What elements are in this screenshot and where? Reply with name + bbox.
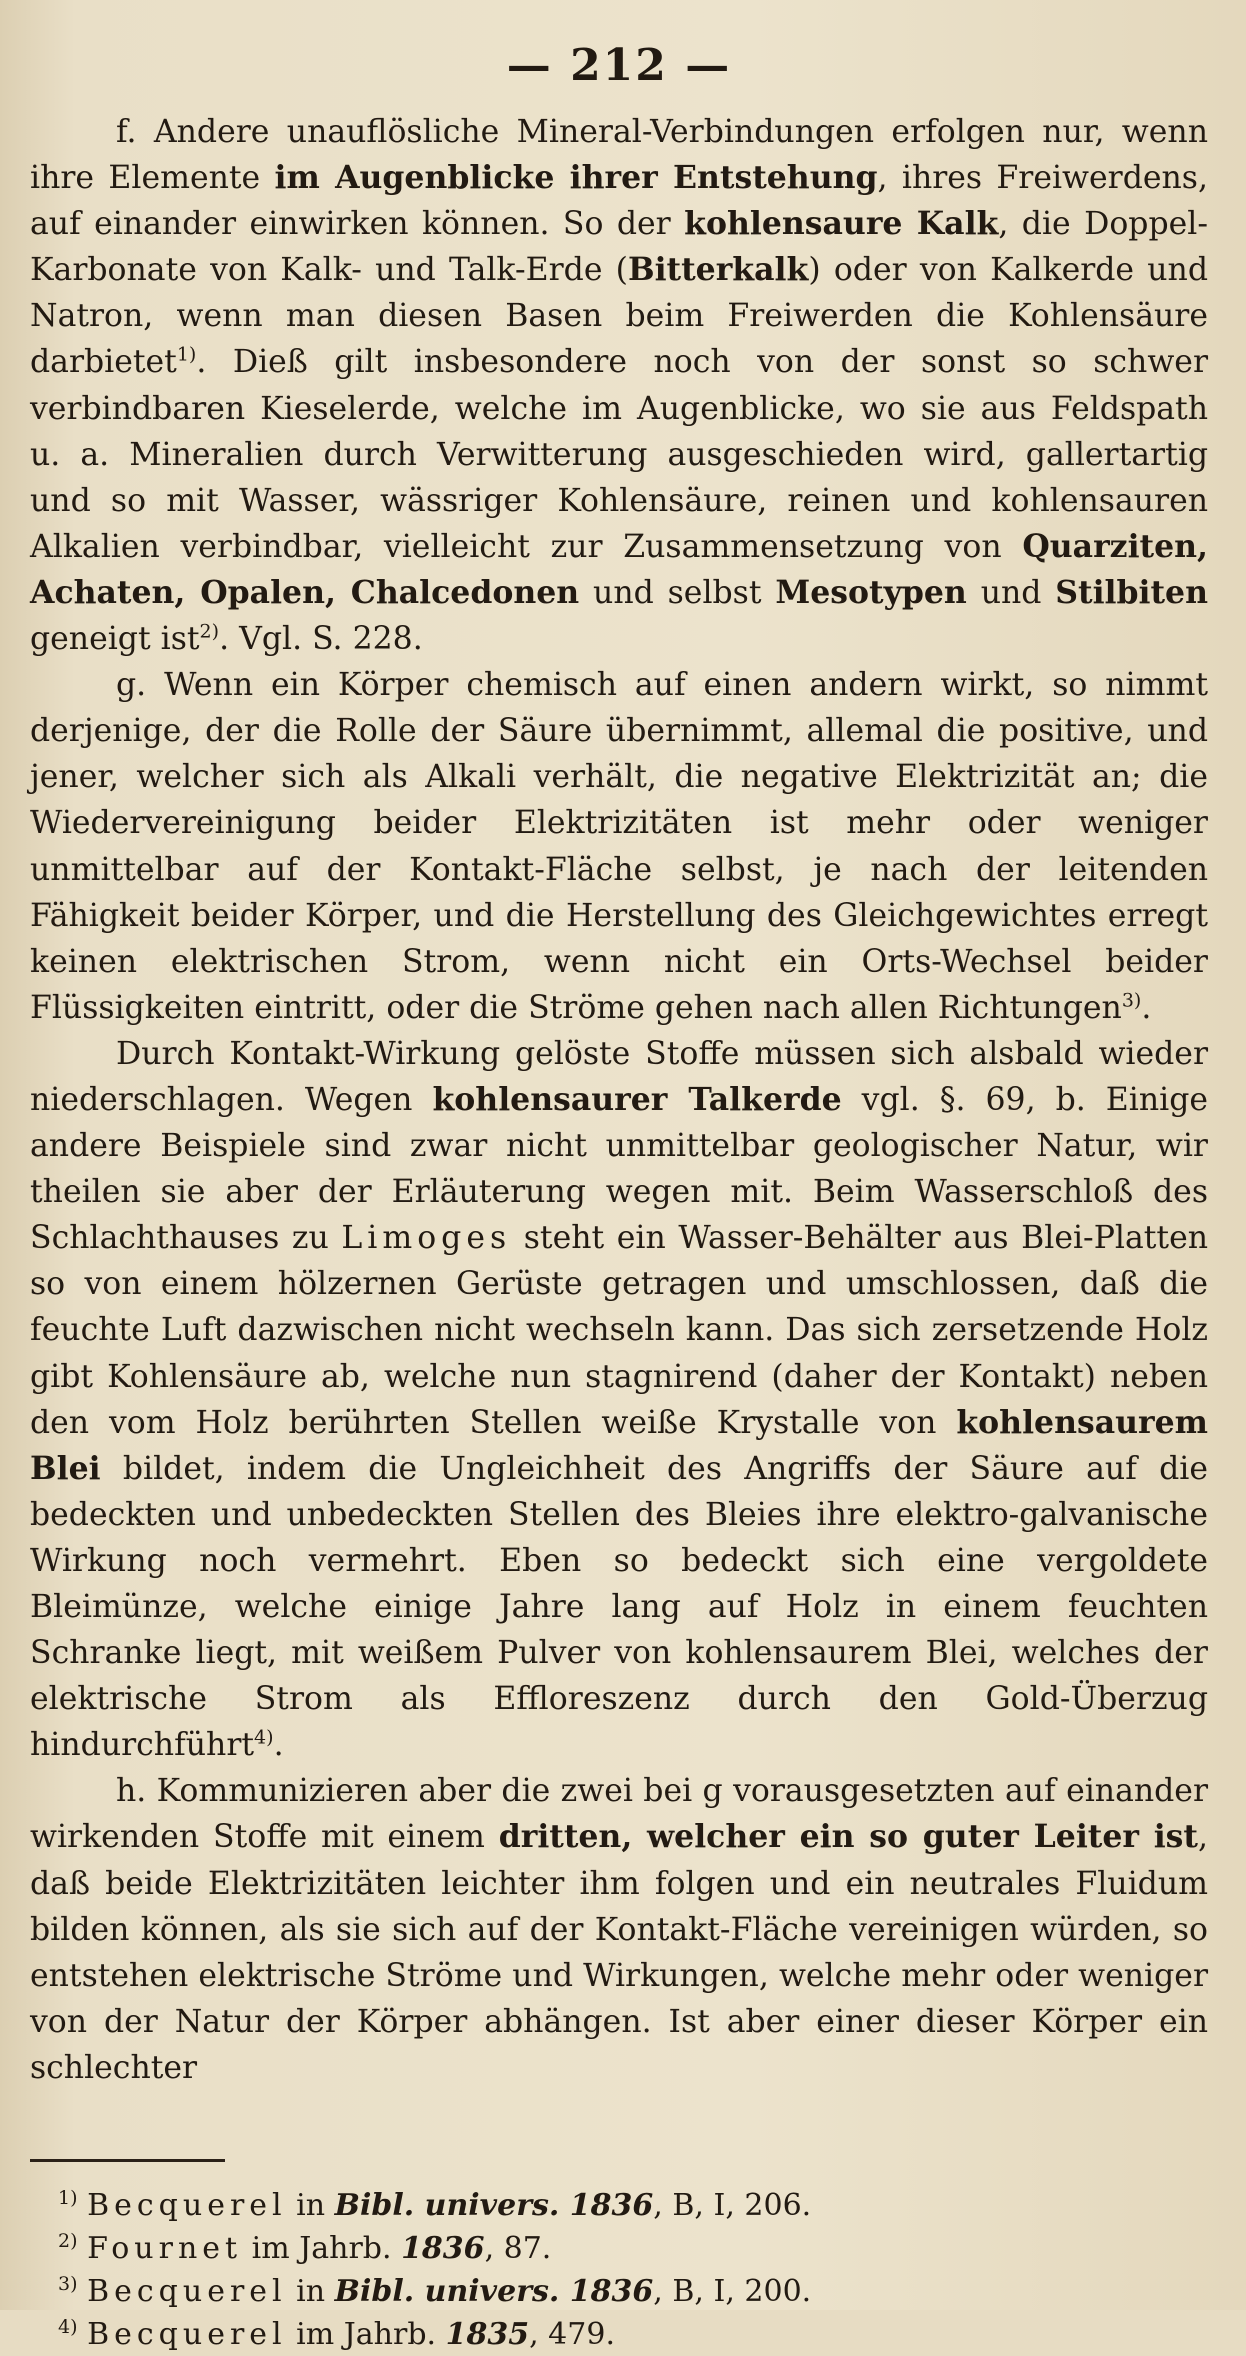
text-run: , die Doppel-Karbonate von Kalk- und Talk-Erde (	[30, 206, 1208, 289]
text-run: .	[1141, 989, 1152, 1026]
text-run: . Vgl. S. 228.	[219, 621, 423, 658]
footnote-post: , 479.	[529, 2317, 615, 2353]
footnote-pre: im Jahrb.	[242, 2231, 402, 2267]
text-run: . Dieß gilt insbesondere noch von der sonst so schwer verbindbaren Kieselerde, welche im Augenblicke, wo sie aus Feldspath u. a. Mineralien durch Verwitterung ausgeschieden wird, gallertartig und so mit Wasser, wässriger Kohlensäure, reinen und kohlensauren Alkalien verbindbar, vielleicht zur Zusammensetzung von	[30, 344, 1208, 565]
footnote-source: Bibl. univers. 1836	[334, 2274, 654, 2310]
text-run: h. Kommunizieren aber die zwei bei g vorausgesetzten auf einander wirkenden Stoffe mit einem	[30, 1773, 1208, 1856]
emphasis-term: Quarziten, Achaten, Opalen, Chalcedonen	[30, 527, 1208, 611]
text-run: und	[966, 574, 1056, 611]
footnote-pre: in	[286, 2188, 335, 2224]
body-text	[30, 109, 1208, 2091]
paragraph-contact-examples	[30, 1031, 1208, 1769]
text-run: , ihres Freiwerdens, auf einander einwirken können. So der	[30, 160, 1208, 243]
spaced-name: Limoges	[341, 1220, 512, 1257]
emphasis-term: kohlensaure Kalk	[684, 205, 999, 243]
text-run: vgl. §. 69, b. Einige andere Beispiele sind zwar nicht unmittelbar geologischer Natur, wir theilen sie aber der Erläuterung wegen mit. Beim Wasserschloß des Schlachthauses zu	[30, 1081, 1208, 1257]
paragraph-g	[30, 662, 1208, 1031]
emphasis-term: Mesotypen	[775, 573, 967, 611]
footnote-reference: 4)	[254, 1726, 274, 1749]
footnote	[58, 2313, 1208, 2356]
emphasis-term: Stilbiten	[1055, 573, 1208, 611]
footnote	[58, 2227, 1208, 2270]
footnote-post: , B, I, 200.	[653, 2274, 812, 2310]
text-run: .	[273, 1727, 284, 1764]
footnote-source: 1835	[445, 2317, 530, 2353]
footnote-pre: im Jahrb.	[286, 2317, 446, 2353]
emphasis-term: kohlensaurer Talkerde	[432, 1080, 842, 1118]
emphasis-term: im Augenblicke ihrer Entstehung	[274, 159, 878, 197]
footnote-author: Becquerel	[87, 2317, 287, 2353]
footnote-post: , 87.	[484, 2231, 552, 2267]
footnote	[58, 2184, 1208, 2227]
emphasis-term: dritten, welcher ein so guter Leiter ist	[498, 1818, 1198, 1856]
footnote-reference: 3)	[1121, 989, 1142, 1012]
footnote-mark: 3)	[58, 2273, 78, 2296]
footnote-reference: 1)	[176, 343, 197, 366]
footnote-author: Fournet	[87, 2231, 243, 2267]
text-run: f. Andere unauflösliche Mineral-Verbindungen erfolgen nur, wenn ihre Elemente	[30, 114, 1208, 197]
page-number: — 212 —	[506, 40, 732, 91]
text-run: g. Wenn ein Körper chemisch auf einen andern wirkt, so nimmt derjenige, der die Rolle der Säure übernimmt, allemal die positive, und jener, welcher sich als Alkali verhält, die negative Elektrizität an; die Wiedervereinigung beider Elektrizitäten ist mehr oder weniger unmittelbar auf der Kontakt-Fläche selbst, je nach der leitenden Fähigkeit beider Körper, und die Herstellung des Gleichgewichtes erregt keinen elektrischen Strom, wenn nicht ein Orts-Wechsel beider Flüssigkeiten eintritt, oder die Ströme gehen nach allen Richtungen	[30, 667, 1208, 1026]
paragraph-f	[30, 109, 1208, 662]
footnote-author: Becquerel	[87, 2274, 287, 2310]
footnote-mark: 4)	[58, 2316, 78, 2339]
footnote-post: , B, I, 206.	[653, 2188, 812, 2224]
footnote-mark: 1)	[58, 2187, 78, 2210]
text-run: bildet, indem die Ungleichheit des Angriffs der Säure auf die bedeckten und unbedeckten Stellen des Bleies ihre elektro-galvanische Wirkung noch vermehrt. Eben so bedeckt sich eine vergoldete Bleimünze, welche einige Jahre lang auf Holz in einem feuchten Schranke liegt, mit weißem Pulver von kohlensaurem Blei, welches der elektrische Strom als Effloreszenz durch den Gold-Überzug hindurchführt	[30, 1450, 1208, 1764]
footnote-mark: 2)	[58, 2230, 78, 2253]
text-run: steht ein Wasser-Behälter aus Blei-Platten so von einem hölzernen Gerüste getragen und umschlossen, daß die feuchte Luft dazwischen nicht wechseln kann. Das sich zersetzende Holz gibt Kohlensäure ab, welche nun stagnirend (daher der Kontakt) neben den vom Holz berührten Stellen weiße Krystalle von	[30, 1220, 1208, 1441]
paragraph-h	[30, 1768, 1208, 2091]
footnote-source: 1836	[401, 2231, 485, 2267]
text-run: , daß beide Elektrizitäten leichter ihm folgen und ein neutrales Fluidum bilden können, als sie sich auf der Kontakt-Fläche vereinigen würden, so entstehen elektrische Ströme und Wirkungen, welche mehr oder weniger von der Natur der Körper abhängen. Ist aber einer dieser Körper ein schlechter	[30, 1819, 1208, 2086]
text-run: Durch Kontakt-Wirkung gelöste Stoffe müssen sich alsbald wieder niederschlagen. Wegen	[30, 1035, 1208, 1118]
footnote-reference: 2)	[199, 620, 220, 643]
emphasis-term: Bitterkalk	[627, 251, 809, 289]
footnote-source: Bibl. univers. 1836	[334, 2188, 654, 2224]
footnote-pre: in	[286, 2274, 335, 2310]
text-run: und selbst	[579, 574, 776, 611]
text-run: geneigt ist	[30, 621, 200, 658]
footnotes	[58, 2184, 1208, 2356]
footnote-author: Becquerel	[87, 2188, 287, 2224]
emphasis-term: kohlensaurem Blei	[30, 1403, 1208, 1487]
text-run: ) oder von Kalkerde und Natron, wenn man diesen Basen beim Freiwerden die Kohlensäure darbietet	[30, 252, 1209, 381]
footnote	[58, 2270, 1208, 2313]
footnote-divider	[30, 2159, 225, 2162]
